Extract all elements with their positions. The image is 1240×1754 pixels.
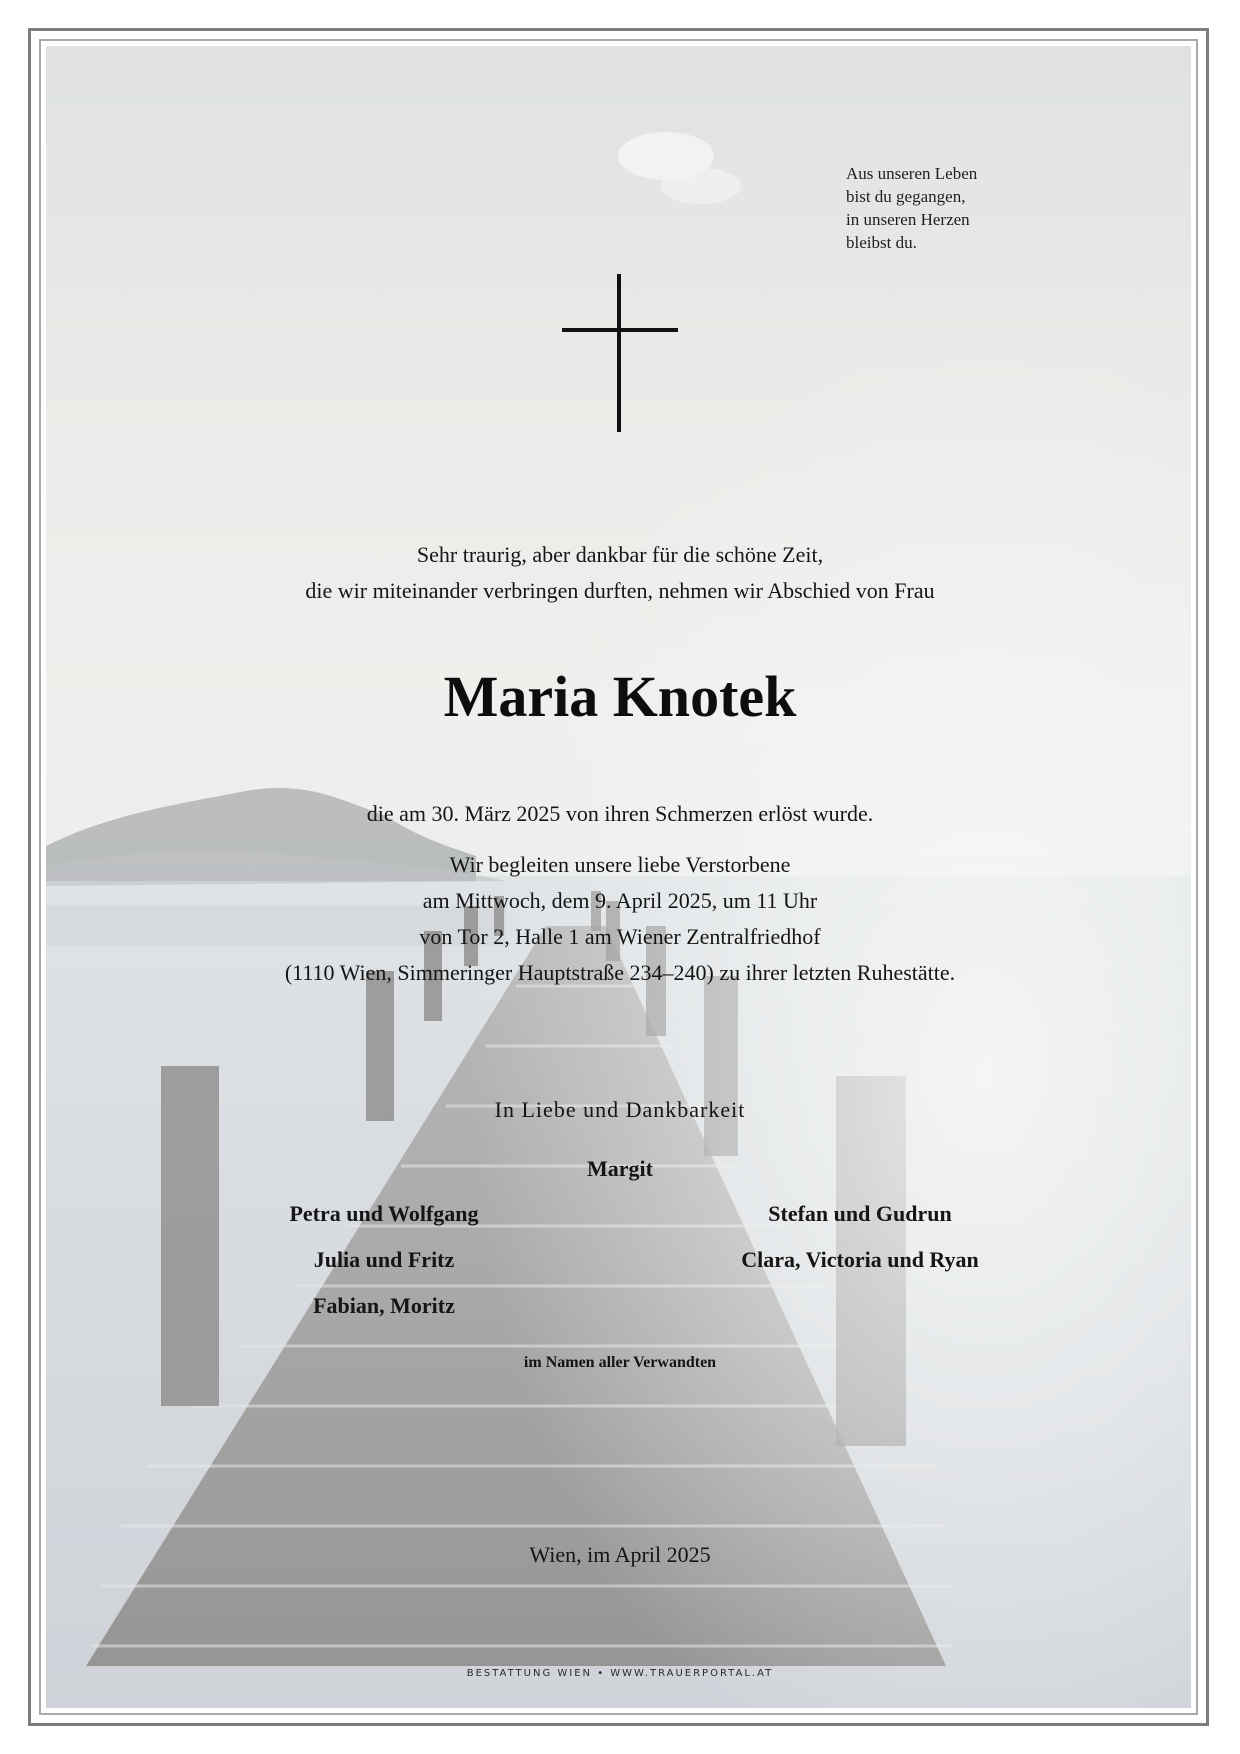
death-line: die am 30. März 2025 von ihren Schmerzen erlöst wurde. xyxy=(366,801,874,826)
mourner-right-1: Stefan und Gudrun xyxy=(768,1201,952,1226)
footer-credit: BESTATTUNG WIEN • WWW.TRAUERPORTAL.AT xyxy=(466,1668,774,1679)
poem-line: bist du gegangen, xyxy=(846,187,966,206)
funeral-line-4: (1110 Wien, Simmeringer Hauptstraße 234–240) zu ihrer letzten Ruhestätte. xyxy=(284,960,956,985)
poem-line: in unseren Herzen xyxy=(846,210,970,229)
mourner-left-3: Fabian, Moritz xyxy=(313,1293,455,1318)
intro-line-2: die wir miteinander verbringen durften, nehmen wir Abschied von Frau xyxy=(305,578,935,603)
place-date: Wien, im April 2025 xyxy=(529,1542,711,1567)
mourner-left-2: Julia und Fritz xyxy=(313,1247,455,1272)
funeral-line-2: am Mittwoch, dem 9. April 2025, um 11 Uhr xyxy=(422,888,818,913)
mourners-heading: In Liebe und Dankbarkeit xyxy=(494,1097,746,1122)
cross-icon xyxy=(562,274,678,432)
poem-line: Aus unseren Leben xyxy=(846,164,978,183)
mourner-center: Margit xyxy=(587,1156,653,1181)
funeral-line-1: Wir begleiten unsere liebe Verstorbene xyxy=(449,852,791,877)
deceased-name: Maria Knotek xyxy=(443,664,797,729)
intro-line-1: Sehr traurig, aber dankbar für die schöne Zeit, xyxy=(416,542,824,567)
funeral-line-3: von Tor 2, Halle 1 am Wiener Zentralfriedhof xyxy=(419,924,821,949)
relatives-line: im Namen aller Verwandten xyxy=(523,1354,717,1371)
mourner-right-2: Clara, Victoria und Ryan xyxy=(741,1247,979,1272)
poem-line: bleibst du. xyxy=(846,233,917,252)
poem xyxy=(846,162,1046,254)
mourner-left-1: Petra und Wolfgang xyxy=(289,1201,479,1226)
